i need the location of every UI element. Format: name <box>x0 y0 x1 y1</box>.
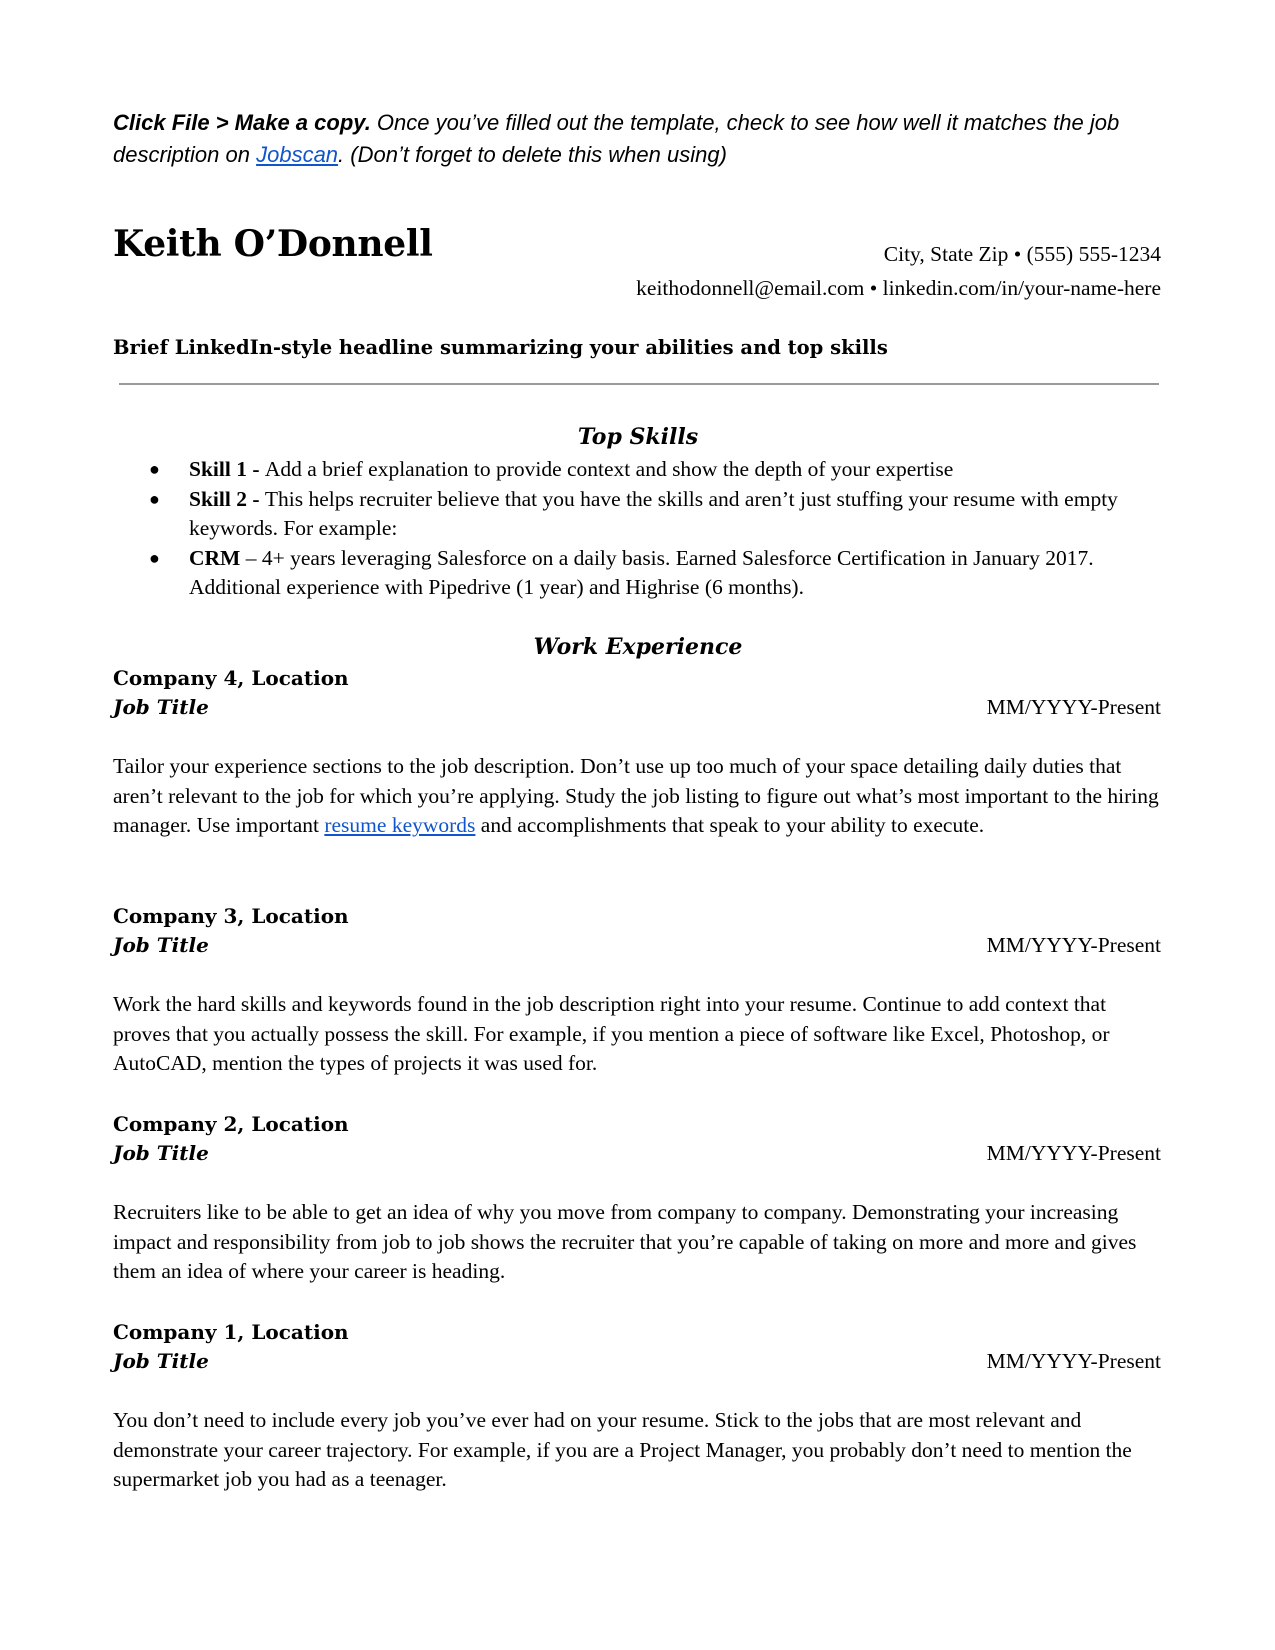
job-company: Company 3, Location <box>113 904 349 928</box>
job-dates: MM/YYYY-Present <box>986 933 1161 957</box>
job-company: Company 1, Location <box>113 1320 349 1344</box>
job-entry-company-2 <box>113 1110 1163 1287</box>
skill-item <box>113 485 1163 544</box>
skill-description: 4+ years leveraging Salesforce on a daily basis. Earned Salesforce Certification in January 2017. Additional experience with Pipedrive (1 year) and Highrise (6 months). <box>189 545 1094 599</box>
skills-section-title: Top Skills <box>577 424 699 450</box>
skill-separator: - <box>246 457 265 481</box>
instruction-action: Click File > Make a copy. <box>113 110 371 135</box>
candidate-name: Keith O’Donnell <box>113 223 433 265</box>
contact-email-linkedin: keithodonnell@email.com • linkedin.com/in/your-name-here <box>636 276 1161 300</box>
skill-separator: – <box>240 545 262 570</box>
bullet-icon: ● <box>149 459 160 479</box>
skill-separator: - <box>246 486 265 511</box>
header-divider <box>119 383 1159 385</box>
skill-item <box>113 544 1163 603</box>
job-title-row <box>113 1347 1163 1376</box>
work-section-title: Work Experience <box>533 634 743 660</box>
skills-list <box>113 455 1163 603</box>
job-dates: MM/YYYY-Present <box>986 695 1161 719</box>
bullet-icon: ● <box>149 488 160 509</box>
job-company: Company 2, Location <box>113 1112 349 1136</box>
resume-keywords-link[interactable]: resume keywords <box>324 813 476 837</box>
instruction-text-after-link: . (Don’t forget to delete this when using) <box>338 142 727 167</box>
profile-headline: Brief LinkedIn-style headline summarizing your abilities and top skills <box>113 336 888 359</box>
job-description: Recruiters like to be able to get an idea of why you move from company to company. Demonstrating your increasing impact and responsibility from job to job shows the recruiter that you’re capable of taking on more and more and gives them an idea of where your career is heading. <box>113 1200 1137 1283</box>
skill-description: Add a brief explanation to provide context and show the depth of your expertise <box>264 457 954 481</box>
job-entry-company-4 <box>113 664 1163 841</box>
job-description: You don’t need to include every job you’ve ever had on your resume. Stick to the jobs that are most relevant and demonstrate your career trajectory. For example, if you are a Project Manager, you probably don’t need to mention the supermarket job you had as a teenager. <box>113 1408 1132 1491</box>
template-instructions <box>113 107 1163 171</box>
job-entry-company-1 <box>113 1318 1163 1495</box>
job-title-row <box>113 693 1163 722</box>
job-description: Work the hard skills and keywords found in the job description right into your resume. Continue to add context that proves that you actually possess the skill. For example, if you mention a piece of software like Excel, Photoshop, or AutoCAD, mention the types of projects it was used for. <box>113 992 1110 1075</box>
job-description-text: and accomplishments that speak to your ability to execute. <box>475 813 985 837</box>
job-title: Job Title <box>113 695 209 719</box>
job-company: Company 4, Location <box>113 666 349 690</box>
instruction-text-before-link: Once you’ve filled out the template, check to see how well it matches the job description on <box>113 110 1120 167</box>
jobscan-link[interactable]: Jobscan <box>256 142 339 167</box>
job-title: Job Title <box>113 1141 209 1165</box>
bullet-icon: ● <box>149 547 160 568</box>
resume-page <box>113 0 1163 1650</box>
job-title-row <box>113 931 1163 960</box>
job-entry-company-3 <box>113 902 1163 1079</box>
job-description-text: Tailor your experience sections to the job description. Don’t use up too much of your space detailing daily duties that aren’t relevant to the job for which you’re applying. Study the job listing to figure out what’s most important to the hiring manager. Use important <box>113 754 1159 837</box>
skill-label: Skill 2 <box>189 486 247 511</box>
skill-description: This helps recruiter believe that you have the skills and aren’t just stuffing your resume with empty keywords. For example: <box>189 486 1118 540</box>
job-title: Job Title <box>113 1349 209 1373</box>
job-dates: MM/YYYY-Present <box>986 1141 1161 1165</box>
job-title-row <box>113 1139 1163 1168</box>
job-title: Job Title <box>113 933 209 957</box>
job-description <box>113 752 1163 841</box>
skill-label: Skill 1 <box>189 457 247 481</box>
job-dates: MM/YYYY-Present <box>986 1349 1161 1373</box>
contact-location-phone: City, State Zip • (555) 555-1234 <box>883 242 1161 266</box>
skill-label: CRM <box>189 545 241 570</box>
skill-item <box>113 455 1163 485</box>
